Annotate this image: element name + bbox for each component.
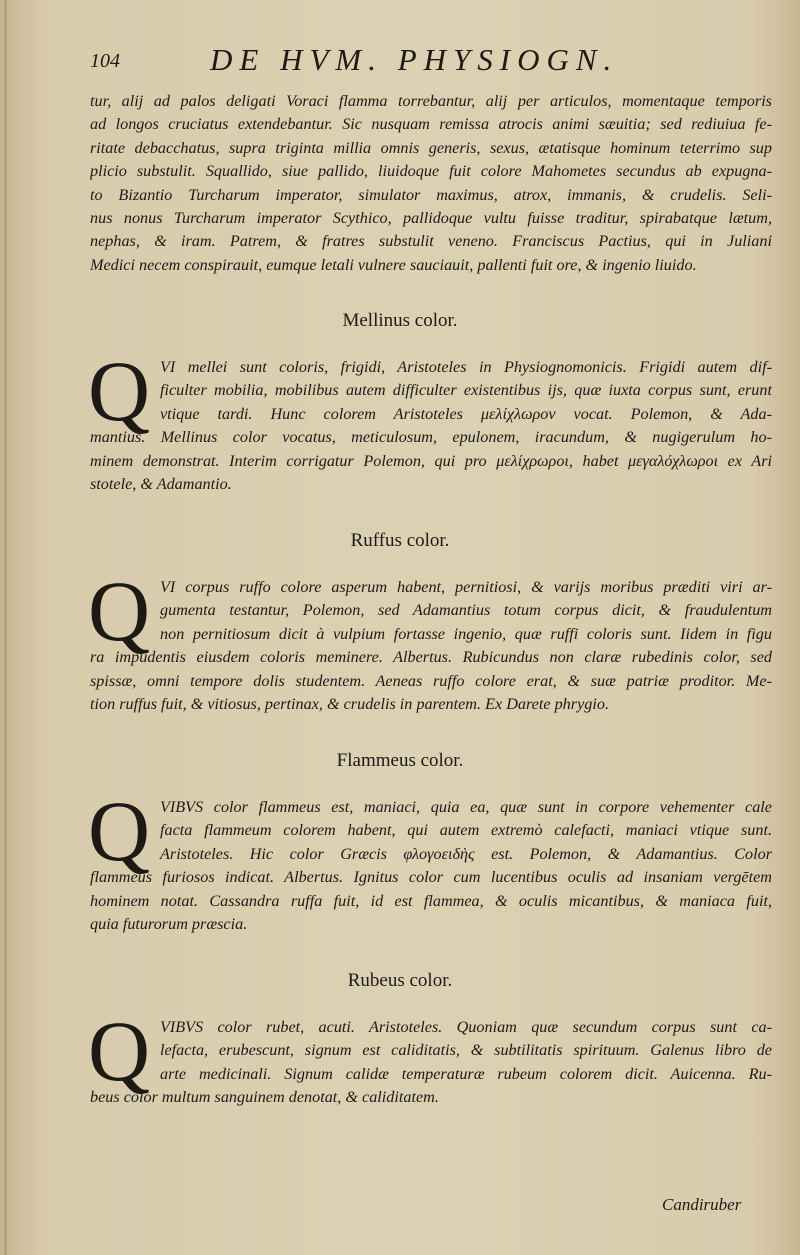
page-edge-shadow [4, 0, 7, 1255]
text-line: vtique tardi. Hunc colorem Aristoteles μελίχλωρον vocat. Polemon, & Ada- [160, 404, 772, 423]
section-paragraph-mellinus [90, 356, 772, 496]
text-line: ficulter mobilia, mobilibus autem difficulter existentibus ijs, quæ iuxta corpus sunt, erunt [160, 381, 772, 400]
drop-cap-initial: Q [87, 563, 151, 659]
text-line: nephas, & iram. Patrem, & fratres substulit veneno. Franciscus Pactius, qui in Juliani [90, 232, 772, 251]
text-line: hominem notat. Cassandra ruffa fuit, id est flammea, & oculis micantibus, & maniaca fuit, [90, 891, 772, 910]
drop-cap-initial: Q [87, 1003, 151, 1099]
text-line: Aristoteles. Hic color Græcis φλογοειδὴς est. Polemon, & Adamantius. Color [160, 844, 772, 863]
text-line: spissæ, omni tempore dolis studentem. Aeneas ruffo colore erat, & suæ patriæ proditor. Me- [90, 671, 772, 690]
text-line: tion ruffus fuit, & vitiosus, pertinax, & crudelis in parentem. Ex Darete phrygio. [90, 695, 609, 714]
page-number: 104 [90, 50, 120, 72]
section-heading-flammeus: Flammeus color. [336, 750, 464, 771]
text-line: facta flammeum colorem habent, qui autem extremò calefacti, maniaci vtique sunt. [160, 821, 772, 840]
text-line: ritate debacchatus, supra triginta millia omnis generis, sexus, ætatisque hominum teterrimo sup [90, 138, 772, 157]
text-line: VIBVS color rubet, acuti. Aristoteles. Quoniam quæ secundum corpus sunt ca- [160, 1018, 772, 1036]
drop-cap-initial: Q [87, 343, 151, 439]
text-line: VI mellei sunt coloris, frigidi, Aristoteles in Physiognomonicis. Frigidi autem dif- [160, 358, 772, 376]
text-line: VIBVS color flammeus est, maniaci, quia ea, quæ sunt in corpore vehementer cale [160, 798, 772, 816]
text-line: stotele, & Adamantio. [90, 475, 232, 494]
page-header [90, 42, 710, 82]
text-line: Medici necem conspirauit, eumque letali vulnere sauciauit, pallenti fuit ore, & ingenio liuido. [90, 255, 697, 274]
section-paragraph-rubeus [90, 1016, 772, 1110]
text-line: mantius. Mellinus color vocatus, meticulosum, epulonem, iracundum, & nugigerulum ho- [90, 428, 772, 447]
drop-cap-initial: Q [87, 783, 151, 879]
text-line: non pernitiosum dicit à vulpium fortasse ingenio, quæ ruffi coloris sunt. Iidem in figu [160, 624, 772, 643]
text-line: flammeus furiosos indicat. Albertus. Ignitus color cum lucentibus oculis ad insaniam vergētem [90, 868, 772, 887]
text-line: minem demonstrat. Interim corrigatur Polemon, qui pro μελίχρωροι, habet μεγαλόχλωροι ex Ari [90, 451, 772, 470]
text-line: plicio substulit. Squallido, siue pallido, liuidoque fuit colore Mahometes secundus ab expugna- [90, 162, 772, 181]
section-heading-mellinus: Mellinus color. [342, 310, 458, 331]
text-line: to Bizantio Turcharum imperator, simulator maximus, atrox, immanis, & crudelis. Seli- [90, 185, 772, 204]
running-title: DE HVM. PHYSIOGN. [210, 42, 619, 77]
text-line: nus nonus Turcharum imperator Scythico, pallidoque vultu fuisse traditur, spirabatque lætum, [90, 209, 772, 228]
section-paragraph-ruffus [90, 576, 772, 716]
text-line: ad longos cruciatus extendebantur. Sic nusquam remissa atrocis animi sæuitia; sed rediuiua fe- [90, 115, 772, 134]
text-line: ra impudentis eiusdem coloris meminere. Albertus. Rubicundus non claræ rubedinis color, sed [90, 648, 772, 667]
text-line: arte medicinali. Signum calidæ temperaturæ rubeum colorem dicit. Auicenna. Ru- [160, 1064, 772, 1083]
text-line: beus color multum sanguinem denotat, & caliditatem. [90, 1088, 439, 1107]
text-line: tur, alij ad palos deligati Voraci flamma torrebantur, alij per articulos, momentaque temporis [90, 92, 772, 110]
text-line: quia futurorum præscia. [90, 915, 248, 934]
catchword: Candiruber [662, 1195, 742, 1214]
text-line: gumenta testantur, Polemon, sed Adamantius totum corpus dicit, & fraudulentum [160, 601, 772, 620]
text-line: lefacta, erubescunt, signum est caliditatis, & subtilitatis spirituum. Galenus libro de [160, 1041, 772, 1060]
section-paragraph-flammeus [90, 796, 772, 936]
section-heading-rubeus: Rubeus color. [347, 970, 453, 991]
intro-paragraph [90, 90, 772, 277]
text-line: VI corpus ruffo colore asperum habent, pernitiosi, & varijs moribus præditi viri ar- [160, 578, 772, 596]
section-heading-ruffus: Ruffus color. [350, 530, 450, 551]
